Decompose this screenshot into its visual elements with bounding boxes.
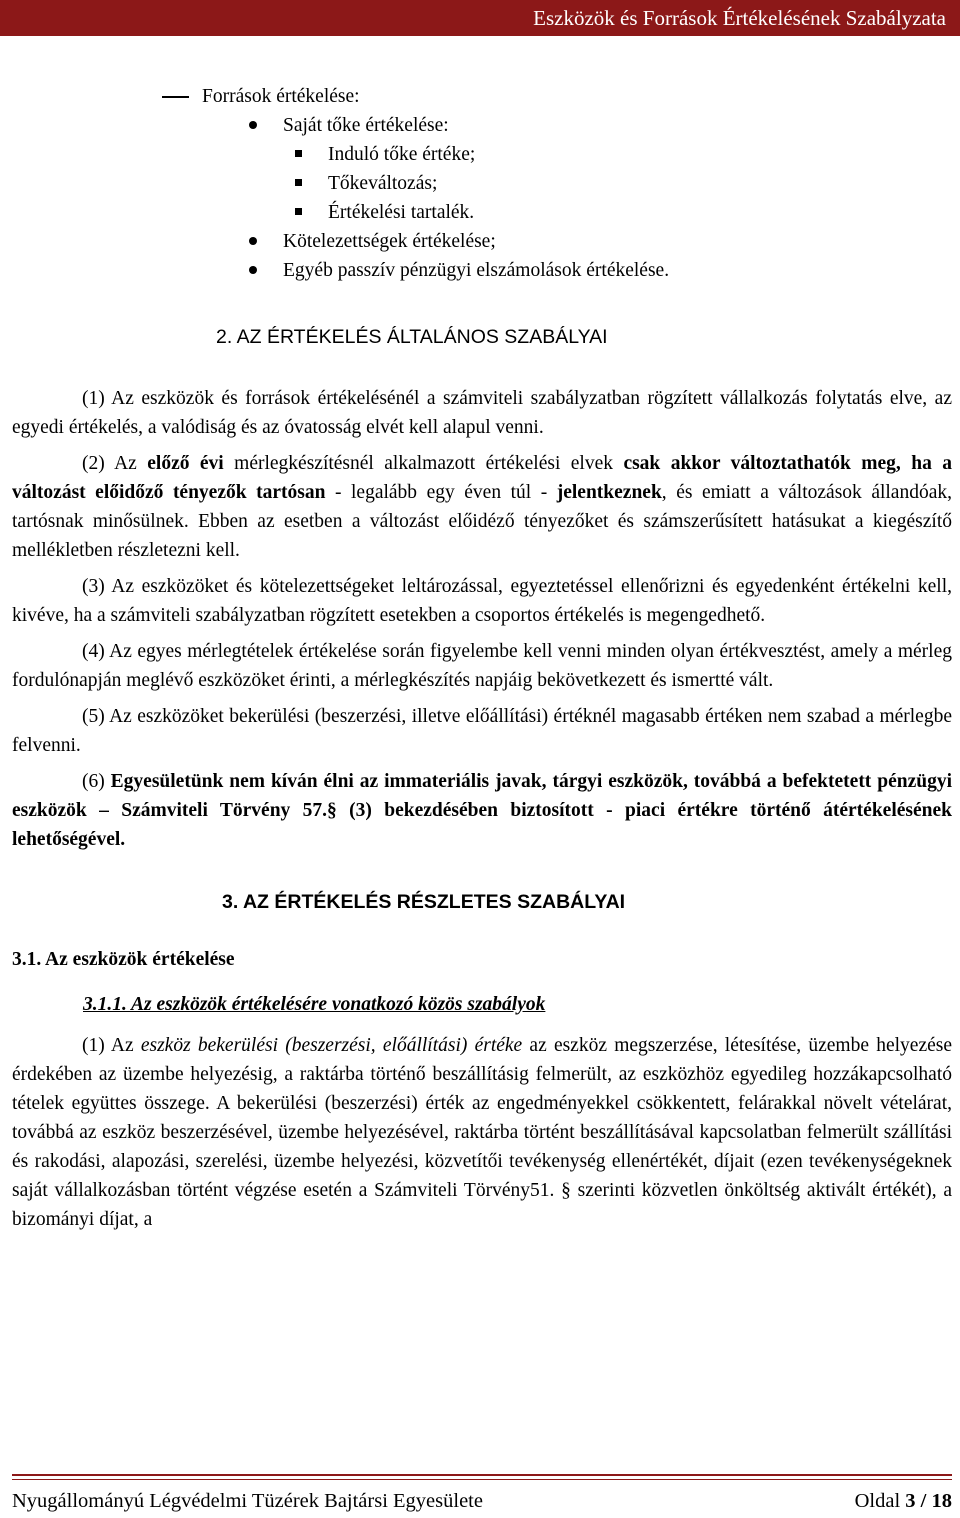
dash-bullet-icon: [162, 96, 189, 98]
paragraph-2-3: (3) Az eszközöket és kötelezettségeket leltározással, egyeztetéssel ellenőrizni és egyedenként értékelni kell, kivéve, ha a számviteli szabályzatban rögzített esetekben a csoportos értékelés is megengedhető.: [12, 576, 952, 626]
paragraph-2-6: (6) Egyesületünk nem kíván élni az immateriális javak, tárgyi eszközök, továbbá a befektetett pénzügyi eszközök – Számviteli Törvény 57.§ (3) bekezdésében biztosított - piaci értékre történő átértékelésének lehetőségével.: [12, 771, 952, 850]
list-item: Egyéb passzív pénzügyi elszámolások értékelése.: [12, 256, 952, 285]
subsection-3-1-1-heading: 3.1.1. Az eszközök értékelésére vonatkozó közös szabályok: [83, 994, 546, 1015]
footer-divider-thin: [12, 1479, 952, 1480]
header-bar: [0, 0, 960, 36]
list-item: Induló tőke értéke;: [12, 140, 952, 169]
dot-bullet-icon: [249, 266, 257, 274]
list-item: Források értékelése:: [12, 82, 952, 111]
dot-bullet-icon: [249, 237, 257, 245]
square-bullet-icon: [295, 150, 302, 157]
list-item: Saját tőke értékelése:: [12, 111, 952, 140]
paragraph-2-2: (2) Az előző évi mérlegkészítésnél alkalmazott értékelési elvek csak akkor változtathatók meg, ha a változást előidőző tényezők tartósan - legalább egy éven túl - jelentkeznek, és emiatt a változások állandóak, tartósnak minősülnek. Ebben az esetben a változást előidéző tényezőket és számszerűsített hatásukat a kiegészítő mellékletben részletezni kell.: [12, 453, 952, 561]
paragraph-2-5: (5) Az eszközöket bekerülési (beszerzési, illetve előállítási) értéknél magasabb értéken nem szabad a mérlegbe felvenni.: [12, 706, 952, 756]
paragraph-2-1: (1) Az eszközök és források értékelésénél a számviteli szabályzatban rögzített vállalkozás folytatás elve, az egyedi értékelés, a valódiság és az óvatosság elvét kell alapul venni.: [12, 388, 952, 438]
footer-organization: Nyugállományú Légvédelmi Tüzérek Bajtársi Egyesülete: [12, 1490, 483, 1512]
dot-bullet-icon: [249, 121, 257, 129]
document-title: Eszközök és Források Értékelésének Szabályzata: [533, 6, 946, 30]
page-content: [12, 82, 952, 1241]
section-3-heading: 3. AZ ÉRTÉKELÉS RÉSZLETES SZABÁLYAI: [222, 891, 626, 913]
valuation-list: [12, 82, 952, 285]
page-number: Oldal 3 / 18: [854, 1490, 952, 1512]
square-bullet-icon: [295, 179, 302, 186]
section-2-heading: 2. AZ ÉRTÉKELÉS ÁLTALÁNOS SZABÁLYAI: [216, 326, 608, 348]
square-bullet-icon: [295, 208, 302, 215]
paragraph-2-4: (4) Az egyes mérlegtételek értékelése során figyelembe kell venni minden olyan értékvesztést, amely a mérleg fordulónapján meglévő eszközöket érinti, a mérlegkészítés napjáig bekövetkezett és ismertté vált.: [12, 641, 952, 691]
footer-divider: [12, 1474, 952, 1476]
paragraph-3-1-1-1: (1) Az eszköz bekerülési (beszerzési, előállítási) értéke az eszköz megszerzése, létesítése, üzembe helyezése érdekében az üzembe helyezésig, a raktárba történő beszállításig felmerült, az eszközhöz egyedileg hozzákapcsolható tételek együttes összege. A bekerülési (beszerzési) érték az engedményekkel csökkentett, felárakkal növelt vételárat, továbbá az eszköz beszerzésével, üzembe helyezésével, raktárba történt beszállításával kapcsolatban felmerült szállítási és rakodási, alapozási, szerelési, üzembe helyezési, közvetítői tevékenység ellenértékét, díjait (ezen tevékenységeknek saját vállalkozásban történt végzése esetén a Számviteli Törvény51. § szerinti közvetlen önköltség aktivált értékét), a bizományi díjat, a: [12, 1035, 952, 1230]
subsection-3-1-heading: 3.1. Az eszközök értékelése: [12, 949, 235, 970]
list-item: Kötelezettségek értékelése;: [12, 227, 952, 256]
list-item: Értékelési tartalék.: [12, 198, 952, 227]
list-item: Tőkeváltozás;: [12, 169, 952, 198]
